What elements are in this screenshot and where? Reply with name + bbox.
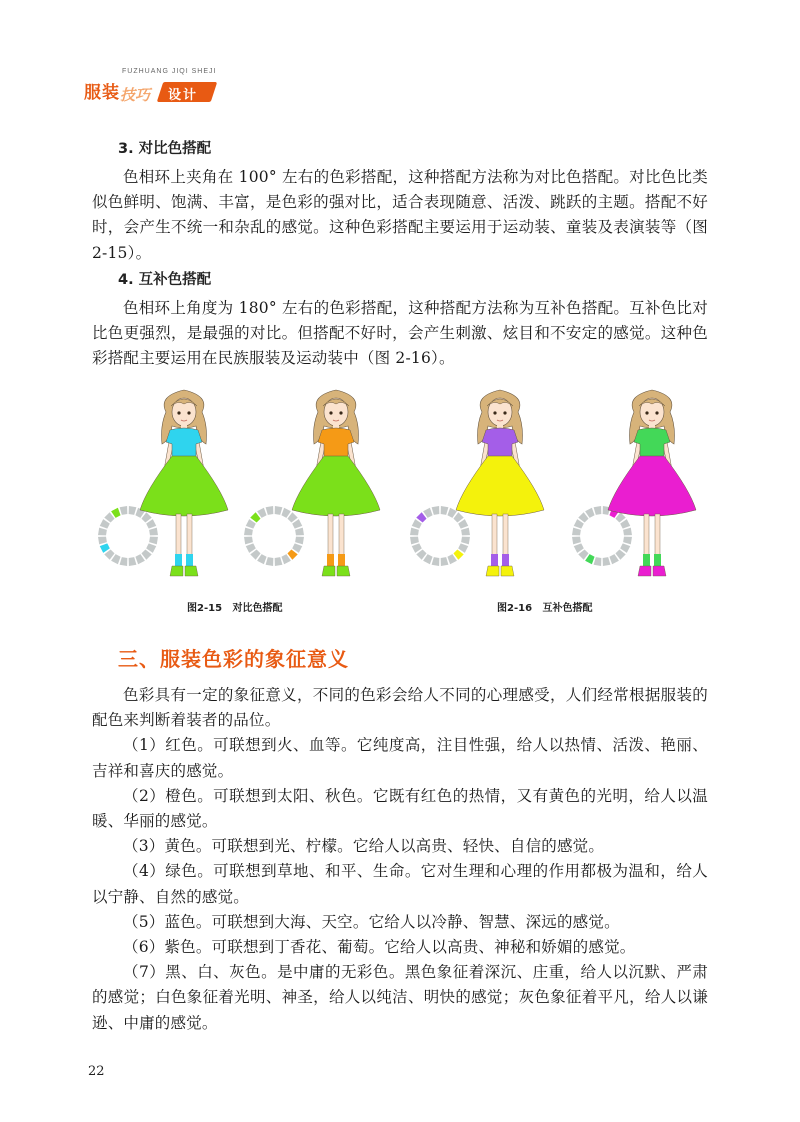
- wheel-segment: [432, 557, 440, 566]
- wheel-segment: [275, 557, 283, 566]
- page-number: 22: [88, 1064, 105, 1079]
- brand-tag-label: 设计: [168, 88, 199, 103]
- wheel-segment: [410, 537, 419, 545]
- eye-right: [655, 411, 658, 414]
- shoe-left: [638, 566, 651, 576]
- symbolism-item-purple: （6）紫色。可联想到丁香花、葡萄。它给人以高贵、神秘和娇媚的感觉。: [123, 938, 636, 957]
- shoe-right: [653, 566, 666, 576]
- eye-left: [493, 411, 496, 414]
- wheel-segment: [244, 528, 253, 536]
- section-contrast-heading: 3. 对比色搭配: [118, 141, 212, 157]
- section-complementary-paragraph: 色相环上角度为 180° 左右的色彩搭配，这种搭配方法称为互补色搭配。互补色比对比色更强烈，是最强的对比。但搭配不好时，会产生刺激、炫目和不安定的感觉。这种色彩搭配主要运用在民族服装及运动装中（图 2-16）。: [92, 299, 708, 368]
- symbolism-item-orange: （2）橙色。可联想到太阳、秋色。它既有红色的热情，又有黄色的光明，给人以温暖、华丽的感觉。: [92, 786, 708, 831]
- wheel-segment: [266, 506, 274, 515]
- skirt: [608, 456, 696, 516]
- figure-caption-2-16: 图2-16 互补色搭配: [497, 603, 593, 614]
- figure-girl-1: [136, 382, 232, 587]
- wheel-segment: [441, 557, 449, 566]
- brand-title: 服装: [84, 83, 120, 103]
- shoe-right: [185, 566, 198, 576]
- symbolism-item-yellow: （3）黄色。可联想到光、柠檬。它给人以高贵、轻快、自信的感觉。: [123, 837, 605, 856]
- sock-right: [338, 554, 345, 566]
- wheel-segment: [410, 528, 419, 536]
- eye-right: [187, 411, 190, 414]
- section-complementary-heading: 4. 互补色搭配: [118, 272, 212, 288]
- wheel-segment: [244, 537, 253, 545]
- wheel-segment: [98, 537, 107, 545]
- sock-right: [502, 554, 509, 566]
- sock-left: [491, 554, 498, 566]
- figure-illustrations: [92, 382, 708, 618]
- wheel-segment: [572, 537, 581, 545]
- wheel-segment: [120, 557, 128, 566]
- wheel-segment: [98, 528, 107, 536]
- wheel-segment: [572, 528, 581, 536]
- eye-right: [503, 411, 506, 414]
- figure-girl-2: [288, 382, 384, 587]
- eye-left: [329, 411, 332, 414]
- skirt: [140, 456, 228, 516]
- symbolism-item-red: （1）红色。可联想到火、血等。它纯度高，注目性强，给人以热情、活泼、艳丽、吉祥和喜庆的感觉。: [92, 736, 708, 780]
- eye-left: [645, 411, 648, 414]
- sock-right: [186, 554, 193, 566]
- skirt: [456, 456, 544, 516]
- sock-right: [654, 554, 661, 566]
- sock-left: [643, 554, 650, 566]
- wheel-segment: [594, 557, 602, 566]
- eye-right: [339, 411, 342, 414]
- section-complementary-colors: [92, 268, 708, 372]
- symbolism-item-blue: （5）蓝色。可联想到大海、天空。它给人以冷静、智慧、深远的感觉。: [123, 912, 620, 931]
- shoe-right: [337, 566, 350, 576]
- wheel-segment: [120, 506, 128, 515]
- symbolism-item-green: （4）绿色。可联想到草地、和平、生命。它对生理和心理的作用都极为温和，给人以宁静、自然的感觉。: [92, 862, 708, 906]
- brand-pinyin: FUZHUANG JIQI SHEJI: [122, 68, 217, 75]
- sock-left: [327, 554, 334, 566]
- symbolism-item-neutral: （7）黑、白、灰色。是中庸的无彩色。黑色象征着深沉、庄重，给人以沉默、严肃的感觉；白色象征着光明、神圣，给人以纯洁、明快的感觉；灰色象征着平凡，给人以谦逊、中庸的感觉。: [92, 963, 708, 1032]
- sock-left: [175, 554, 182, 566]
- section-contrast-colors: [92, 137, 708, 266]
- shoe-left: [170, 566, 183, 576]
- section-contrast-paragraph: 色相环上夹角在 100° 左右的色彩搭配，这种搭配方法称为对比色搭配。对比色比类似色鲜明、饱满、丰富，是色彩的强对比，适合表现随意、活泼、跳跃的主题。搭配不好时，会产生不统一和杂乱的感觉。这种色彩搭配主要运用于运动装、童装及表演装等（图 2-15）。: [92, 168, 708, 262]
- figure-girl-3: [452, 382, 548, 587]
- wheel-segment: [594, 506, 602, 515]
- wheel-segment: [266, 557, 274, 566]
- shoe-right: [501, 566, 514, 576]
- wheel-segment: [432, 506, 440, 515]
- shoe-left: [322, 566, 335, 576]
- brand-subtitle: 技巧: [120, 86, 151, 104]
- wheel-segment: [441, 506, 449, 515]
- section-symbolism-body: [92, 683, 708, 1036]
- eye-left: [177, 411, 180, 414]
- section-symbolism-heading: 三、服装色彩的象征意义: [118, 647, 349, 671]
- wheel-segment: [275, 506, 283, 515]
- symbolism-intro: 色彩具有一定的象征意义，不同的色彩会给人不同的心理感受，人们经常根据服装的配色来判断着装者的品位。: [92, 686, 708, 730]
- figure-caption-2-15: 图2-15 对比色搭配: [187, 603, 283, 614]
- brand-logo: [82, 66, 222, 110]
- skirt: [292, 456, 380, 516]
- figure-girl-4: [604, 382, 700, 587]
- shoe-left: [486, 566, 499, 576]
